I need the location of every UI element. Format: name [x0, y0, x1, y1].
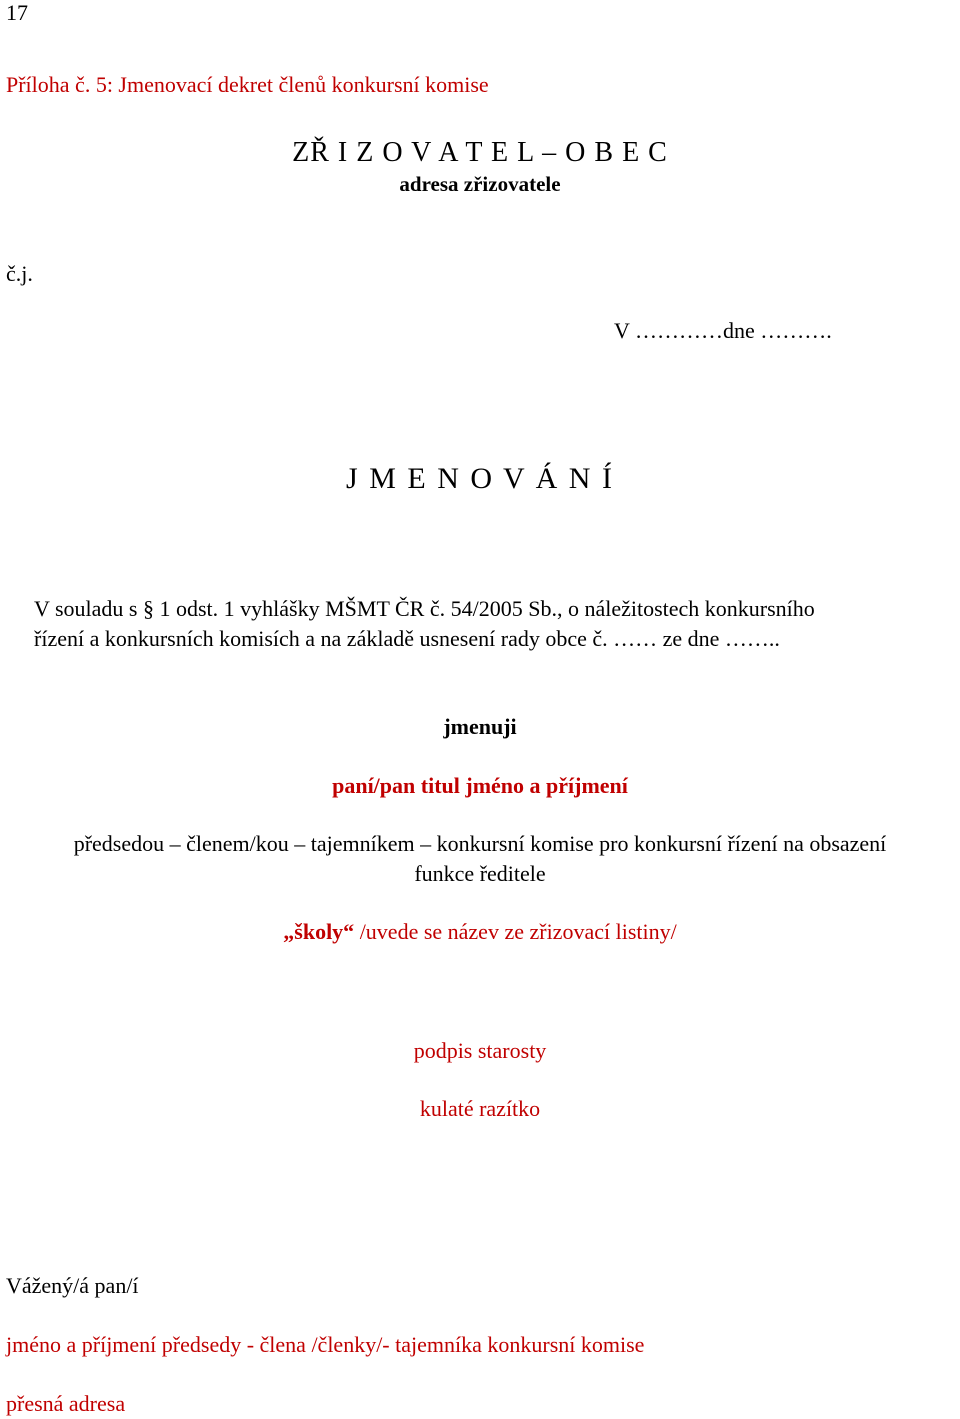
legal-basis-line-1: V souladu s § 1 odst. 1 vyhlášky MŠMT ČR č. 54/2005 Sb., o náležitostech konkursního [34, 596, 815, 621]
reference-number-label: č.j. [6, 261, 33, 286]
recipient-address: přesná adresa [6, 1391, 126, 1416]
founder-address: adresa zřizovatele [399, 172, 561, 196]
school-line [0, 921, 960, 943]
appendix-title: Příloha č. 5: Jmenovací dekret členů konkursní komise [6, 72, 489, 97]
signature-label: podpis starosty [413, 1038, 547, 1063]
place-date-line: V …………dne ………. [614, 318, 832, 343]
stamp-label: kulaté razítko [419, 1096, 541, 1121]
legal-basis-line-2: řízení a konkursních komisích a na základě usnesení rady obce č. …… ze dne …….. [34, 626, 780, 651]
school-name: „školy“ [283, 919, 355, 944]
role-line-2: funkce ředitele [414, 861, 546, 886]
salutation: Vážený/á pan/í [6, 1273, 139, 1298]
role-line-1: předsedou – členem/kou – tajemníkem – konkursní komise pro konkursní řízení na obsazení [73, 831, 887, 856]
appointee-name: paní/pan titul jméno a příjmení [332, 773, 628, 798]
page-number: 17 [6, 0, 28, 25]
recipient-name: jméno a příjmení předsedy - člena /členky/- tajemníka konkursní komise [6, 1332, 645, 1357]
founder-title: ZŘ I Z O V A T E L – O B E C [292, 137, 668, 168]
document-heading: J M E N O V Á N Í [346, 462, 614, 495]
appoint-word: jmenuji [443, 714, 517, 739]
school-note: /uvede se název ze zřizovací listiny/ [354, 919, 677, 944]
